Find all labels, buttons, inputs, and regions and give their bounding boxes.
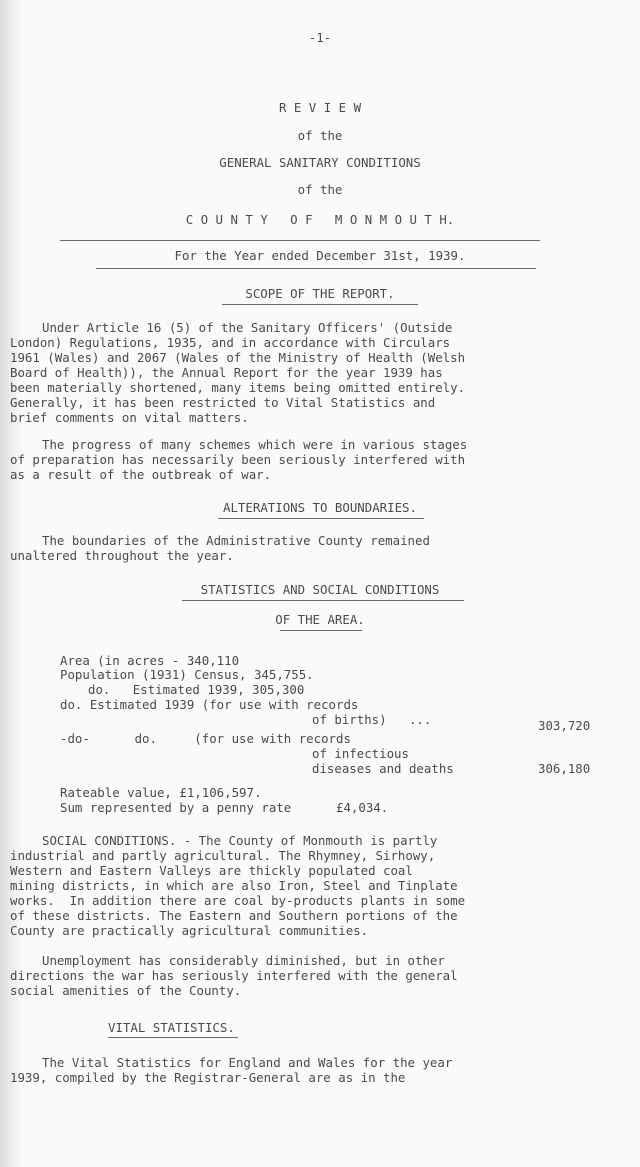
scope-line: as a result of the outbreak of war. bbox=[10, 467, 272, 482]
heading-vital-statistics: VITAL STATISTICS. bbox=[108, 1020, 235, 1035]
scope-line: London) Regulations, 1935, and in accordance with Circulars bbox=[10, 335, 451, 350]
social-line: works. In addition there are coal by-products plants in some bbox=[10, 893, 466, 908]
scope-line: Under Article 16 (5) of the Sanitary Officers' (Outside bbox=[42, 320, 453, 335]
scope-line: The progress of many schemes which were in various stages bbox=[42, 437, 468, 452]
scope-line: Generally, it has been restricted to Vital Statistics and bbox=[10, 395, 436, 410]
stat-infectious-label: -do- do. (for use with records bbox=[60, 731, 351, 746]
social-line: social amenities of the County. bbox=[10, 983, 242, 998]
heading-scope: SCOPE OF THE REPORT. bbox=[245, 286, 395, 301]
title-of-the-1: of the bbox=[297, 128, 343, 143]
stat-infectious-label-2: of infectious bbox=[312, 746, 409, 761]
statistics-underline bbox=[182, 600, 464, 601]
stat-population-1931: Population (1931) Census, 345,755. bbox=[60, 667, 314, 682]
stat-penny-rate: Sum represented by a penny rate £4,034. bbox=[60, 800, 389, 815]
title-year-ended: For the Year ended December 31st, 1939. bbox=[174, 248, 466, 263]
title-county-of-monmouth: C O U N T Y O F M O N M O U T H. bbox=[185, 212, 455, 227]
heading-boundaries: ALTERATIONS TO BOUNDARIES. bbox=[223, 500, 417, 515]
area-underline bbox=[280, 630, 362, 631]
boundaries-line: The boundaries of the Administrative County remained bbox=[42, 533, 430, 548]
stat-area: Area (in acres - 340,110 bbox=[60, 653, 240, 668]
title-of-the-2: of the bbox=[297, 182, 343, 197]
scope-underline bbox=[222, 304, 418, 305]
stat-infectious-value: 306,180 bbox=[538, 761, 591, 776]
boundaries-line: unaltered throughout the year. bbox=[10, 548, 234, 563]
stat-estimated: do. Estimated 1939, 305,300 bbox=[88, 682, 305, 697]
social-line: Western and Eastern Valleys are thickly populated coal bbox=[10, 863, 413, 878]
vital-line: The Vital Statistics for England and Wales for the year bbox=[42, 1055, 453, 1070]
social-line: industrial and partly agricultural. The Rhymney, Sirhowy, bbox=[10, 848, 436, 863]
scope-line: 1961 (Wales) and 2067 (Wales of the Ministry of Health (Welsh bbox=[10, 350, 466, 365]
heading-of-the-area: OF THE AREA. bbox=[275, 612, 365, 627]
stat-births-label-2: of births) ... bbox=[312, 712, 432, 727]
scope-line: been materially shortened, many items being omitted entirely. bbox=[10, 380, 466, 395]
social-line: SOCIAL CONDITIONS. - The County of Monmouth is partly bbox=[42, 833, 438, 848]
scope-line: Board of Health)), the Annual Report for the year 1939 has bbox=[10, 365, 443, 380]
title-review: R E V I E W bbox=[278, 100, 362, 115]
page-number: -1- bbox=[308, 30, 332, 45]
heading-statistics: STATISTICS AND SOCIAL CONDITIONS bbox=[200, 582, 440, 597]
year-rule bbox=[96, 268, 536, 269]
social-line: Unemployment has considerably diminished, but in other bbox=[42, 953, 445, 968]
social-line: of these districts. The Eastern and Southern portions of the bbox=[10, 908, 458, 923]
title-general-sanitary: GENERAL SANITARY CONDITIONS bbox=[219, 155, 421, 170]
scope-line: of preparation has necessarily been seriously interfered with bbox=[10, 452, 466, 467]
title-rule bbox=[60, 240, 540, 241]
boundaries-underline bbox=[218, 518, 424, 519]
stat-births-value: 303,720 bbox=[538, 718, 591, 733]
social-line: County are practically agricultural communities. bbox=[10, 923, 369, 938]
vital-line: 1939, compiled by the Registrar-General are as in the bbox=[10, 1070, 406, 1085]
scope-line: brief comments on vital matters. bbox=[10, 410, 249, 425]
stat-rateable-value: Rateable value, £1,106,597. bbox=[60, 785, 262, 800]
stat-infectious-label-3: diseases and deaths bbox=[312, 761, 454, 776]
stat-births-label: do. Estimated 1939 (for use with records bbox=[60, 697, 359, 712]
vital-underline bbox=[108, 1037, 238, 1038]
social-line: directions the war has seriously interfered with the general bbox=[10, 968, 458, 983]
social-line: mining districts, in which are also Iron, Steel and Tinplate bbox=[10, 878, 458, 893]
